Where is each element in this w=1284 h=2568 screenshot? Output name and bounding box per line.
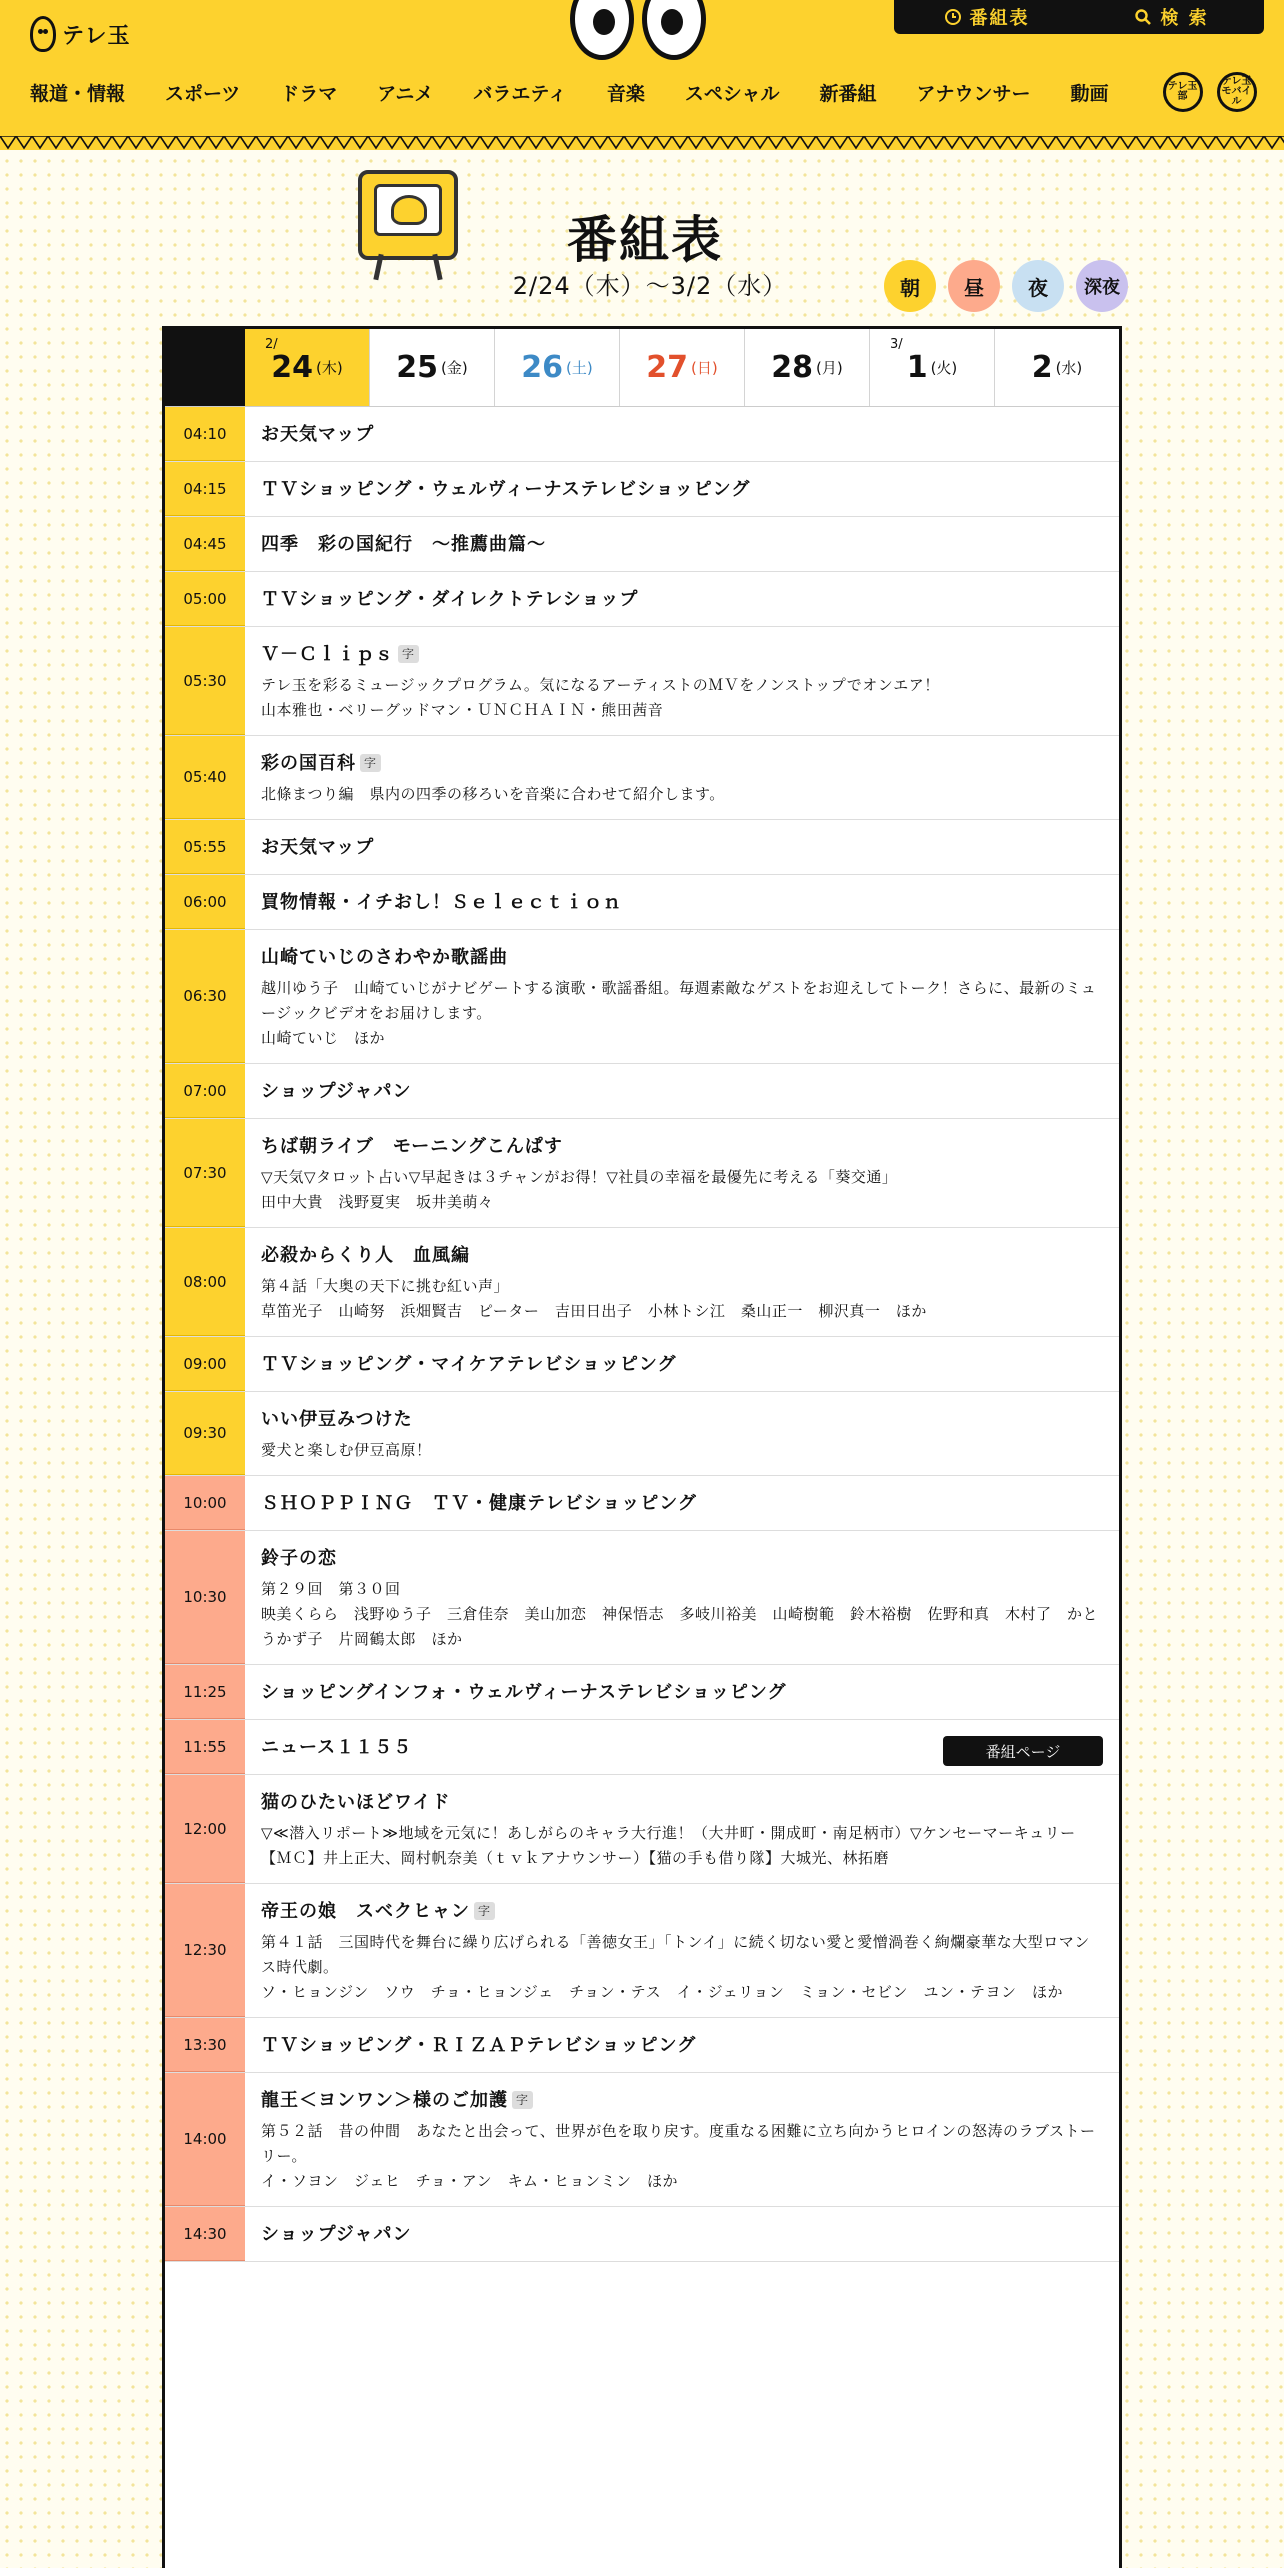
day-tab-date: 2 xyxy=(1031,350,1053,385)
program-row xyxy=(165,1392,1119,1476)
program-cell[interactable] xyxy=(245,875,1119,929)
top-utility-bar xyxy=(894,0,1264,34)
program-description-line: 第４１話 三国時代を舞台に繰り広げられる「善徳女王」「トンイ」に続く切ない愛と愛憎渦巻く絢爛豪華な大型ロマンス時代劇。 xyxy=(261,1933,1090,1976)
program-description-line: 第２９回 第３０回 xyxy=(261,1580,401,1598)
day-tab-date: 28 xyxy=(771,350,814,385)
program-time: 12:30 xyxy=(165,1884,245,2017)
program-time: 12:00 xyxy=(165,1775,245,1883)
day-tab-date: 27 xyxy=(646,350,689,385)
day-tab-weekday: (金) xyxy=(441,359,468,377)
day-tab-weekday: (月) xyxy=(816,359,843,377)
program-row xyxy=(165,1531,1119,1665)
program-row xyxy=(165,736,1119,820)
teletama-mobile-badge[interactable]: テレ玉モバイル xyxy=(1217,72,1257,112)
subtitle-badge: 字 xyxy=(360,754,381,772)
program-title xyxy=(261,641,1103,669)
program-description-line: 【ＭＣ】井上正大、岡村帆奈美（ｔｖｋアナウンサー）【猫の手も借り隊】大城光、林拓磨 xyxy=(261,1849,890,1867)
day-tab-weekday: (火) xyxy=(930,359,958,377)
program-title-text: 猫のひたいほどワイド xyxy=(261,1792,451,1813)
program-time: 04:15 xyxy=(165,462,245,516)
program-title xyxy=(261,1789,1103,1817)
program-title xyxy=(261,1351,1103,1379)
program-time: 11:55 xyxy=(165,1720,245,1774)
program-description-line: イ・ソヨン ジェヒ チョ・アン キム・ヒョンミン ほか xyxy=(261,2172,679,2190)
program-cell[interactable] xyxy=(245,627,1119,735)
program-title xyxy=(261,2087,1103,2115)
site-header xyxy=(0,0,1284,150)
program-description xyxy=(261,1577,1103,1652)
program-title-text: 買物情報・イチおし！Ｓｅｌｅｃｔｉｏｎ xyxy=(261,892,622,913)
program-title xyxy=(261,1133,1103,1161)
program-title-text: ちば朝ライブ モーニングこんぱす xyxy=(261,1136,563,1157)
program-description-line: 山崎ていじ ほか xyxy=(261,1029,386,1047)
day-tab-date: 26 xyxy=(521,350,564,385)
day-tab-28[interactable] xyxy=(744,329,869,406)
program-title xyxy=(261,834,1103,862)
program-title-text: ショップジャパン xyxy=(261,2224,412,2245)
program-title-text: ショップジャパン xyxy=(261,1081,412,1102)
program-title xyxy=(261,750,1103,778)
program-title-text: いい伊豆みつけた xyxy=(261,1409,413,1430)
day-tab-27[interactable] xyxy=(619,329,744,406)
site-logo[interactable] xyxy=(30,16,131,52)
time-latenight-button[interactable]: 深夜 xyxy=(1076,260,1128,312)
day-tab-1[interactable] xyxy=(869,329,994,406)
program-description xyxy=(261,1930,1103,2005)
program-row xyxy=(165,572,1119,627)
program-row xyxy=(165,2073,1119,2207)
program-cell[interactable] xyxy=(245,820,1119,874)
program-row xyxy=(165,1665,1119,1720)
program-title-text: ニュース１１５５ xyxy=(261,1737,413,1758)
program-title xyxy=(261,531,1103,559)
program-cell[interactable] xyxy=(245,1665,1119,1719)
program-row xyxy=(165,627,1119,736)
program-time: 07:00 xyxy=(165,1064,245,1118)
program-description xyxy=(261,1438,1103,1463)
program-title-text: 山崎ていじのさわやか歌謡曲 xyxy=(261,947,508,968)
day-tab-weekday: (木) xyxy=(316,359,343,377)
program-title-text: ショッピングインフォ・ウェルヴィーナステレビショッピング xyxy=(261,1682,787,1703)
program-row xyxy=(165,462,1119,517)
program-row xyxy=(165,1119,1119,1228)
nav-news[interactable]: 報道・情報 xyxy=(30,82,126,105)
program-row xyxy=(165,875,1119,930)
program-time: 14:30 xyxy=(165,2207,245,2261)
program-title xyxy=(261,421,1103,449)
mascot-icon xyxy=(30,16,56,52)
program-time: 05:30 xyxy=(165,627,245,735)
program-row xyxy=(165,1884,1119,2018)
program-schedule xyxy=(162,326,1122,2568)
program-row xyxy=(165,1476,1119,1531)
global-nav xyxy=(30,72,1257,112)
program-cell[interactable] xyxy=(245,1337,1119,1391)
teletama-club-badge[interactable]: テレ玉部 xyxy=(1163,72,1203,112)
program-row xyxy=(165,517,1119,572)
time-night-button[interactable]: 夜 xyxy=(1012,260,1064,312)
program-row xyxy=(165,1064,1119,1119)
time-of-day-nav xyxy=(884,260,1128,312)
program-title-text: Ｖ－Ｃｌｉｐｓ xyxy=(261,644,394,665)
nav-new-programs[interactable]: 新番組 xyxy=(819,82,877,105)
date-range: 2/24（木）〜3/2（水） xyxy=(512,272,788,300)
program-title-text: ＴＶショッピング・ウェルヴィーナステレビショッピング xyxy=(261,479,751,500)
program-time: 14:00 xyxy=(165,2073,245,2206)
program-cell[interactable] xyxy=(245,1531,1119,1664)
program-cell[interactable] xyxy=(245,736,1119,819)
program-time: 13:30 xyxy=(165,2018,245,2072)
time-morning-button[interactable]: 朝 xyxy=(884,260,936,312)
logo-text: テレ玉 xyxy=(62,23,131,49)
header-zigzag-edge xyxy=(0,136,1284,150)
nav-anime[interactable]: アニメ xyxy=(377,82,434,105)
program-title xyxy=(261,1679,1103,1707)
search-button-label: 検 索 xyxy=(1160,8,1209,29)
day-tab-weekday: (土) xyxy=(566,359,593,377)
nav-variety[interactable]: バラエティ xyxy=(473,82,567,105)
program-cell[interactable] xyxy=(245,1064,1119,1118)
program-page-button[interactable]: 番組ページ xyxy=(943,1736,1103,1766)
program-title-text: 鈴子の恋 xyxy=(261,1548,337,1569)
day-tab-date: 1 xyxy=(906,350,928,385)
schedule-link[interactable] xyxy=(894,0,1079,34)
day-tab-date: 24 xyxy=(271,350,314,385)
subtitle-badge: 字 xyxy=(398,645,419,663)
day-tab-date: 25 xyxy=(396,350,439,385)
tv-mascot-icon xyxy=(358,170,458,260)
program-description-line: ソ・ヒョンジン ソウ チョ・ヒョンジェ チョン・テス イ・ジェリョン ミョン・セビン ユン・テヨン ほか xyxy=(261,1983,1064,2001)
program-title-text: お天気マップ xyxy=(261,837,375,858)
program-cell[interactable] xyxy=(245,2018,1119,2072)
program-cell[interactable] xyxy=(245,930,1119,1063)
program-row xyxy=(165,407,1119,462)
program-time: 07:30 xyxy=(165,1119,245,1227)
program-title xyxy=(261,1406,1103,1434)
program-title-text: ＴＶショッピング・ＲＩＺＡＰテレビショッピング xyxy=(261,2035,697,2056)
program-time: 06:00 xyxy=(165,875,245,929)
program-row xyxy=(165,2018,1119,2073)
program-description-line: 越川ゆう子 山崎ていじがナビゲートする演歌・歌謡番組。毎週素敵なゲストをお迎えしてトーク！さらに、最新のミュージックビデオをお届けします。 xyxy=(261,979,1097,1022)
time-noon-button[interactable]: 昼 xyxy=(948,260,1000,312)
program-time: 05:55 xyxy=(165,820,245,874)
program-cell[interactable] xyxy=(245,1720,1119,1774)
program-title-text: 帝王の娘 スベクヒャン xyxy=(261,1901,470,1922)
program-row xyxy=(165,1775,1119,1884)
program-time: 04:10 xyxy=(165,407,245,461)
program-cell[interactable] xyxy=(245,517,1119,571)
mascot-eyes-icon xyxy=(570,0,706,60)
program-description xyxy=(261,1165,1103,1215)
program-title-text: ＴＶショッピング・マイケアテレビショッピング xyxy=(261,1354,677,1375)
program-time: 10:30 xyxy=(165,1531,245,1664)
page-title: 番組表 xyxy=(567,211,723,269)
search-button[interactable] xyxy=(1079,0,1264,34)
program-description-line: ▽天気▽タロット占い▽早起きは３チャンがお得！▽社員の幸福を最優先に考える「葵交通」 xyxy=(261,1168,898,1186)
program-cell[interactable] xyxy=(245,1775,1119,1883)
program-description xyxy=(261,782,1103,807)
day-tabs xyxy=(165,329,1119,407)
nav-drama[interactable]: ドラマ xyxy=(280,82,338,105)
program-description-line: 第４話「大奥の天下に挑む紅い声」 xyxy=(261,1277,510,1295)
program-description-line: 映美くらら 浅野ゆう子 三倉佳奈 美山加恋 神保悟志 多岐川裕美 山崎樹範 鈴木裕樹 佐野和真 木村了 かとうかず子 片岡鶴太郎 ほか xyxy=(261,1605,1099,1648)
program-cell[interactable] xyxy=(245,462,1119,516)
program-description-line: テレ玉を彩るミュージックプログラム。気になるアーティストのＭＶをノンストップでオンエア！ xyxy=(261,676,940,694)
program-description-line: 田中大貴 浅野夏実 坂井美萌々 xyxy=(261,1193,494,1211)
program-description-line: 北條まつり編 県内の四季の移ろいを音楽に合わせて紹介します。 xyxy=(261,785,725,803)
program-time: 04:45 xyxy=(165,517,245,571)
program-time: 09:00 xyxy=(165,1337,245,1391)
day-tab-24[interactable] xyxy=(245,329,369,406)
program-title-text: 彩の国百科 xyxy=(261,753,356,774)
program-cell[interactable] xyxy=(245,407,1119,461)
program-time: 08:00 xyxy=(165,1228,245,1336)
program-time: 10:00 xyxy=(165,1476,245,1530)
nav-special[interactable]: スペシャル xyxy=(684,82,780,105)
program-title xyxy=(261,2221,1103,2249)
schedule-link-label: 番組表 xyxy=(969,8,1030,29)
program-title-text: 必殺からくり人 血風編 xyxy=(261,1245,470,1266)
program-cell[interactable] xyxy=(245,1476,1119,1530)
program-row xyxy=(165,1720,1119,1775)
day-tab-month: 3/ xyxy=(890,337,903,352)
program-title xyxy=(261,889,1103,917)
program-description-line: 山本雅也・ベリーグッドマン・ＵＮＣＨＡＩＮ・熊田茜音 xyxy=(261,701,664,719)
program-row xyxy=(165,820,1119,875)
program-description-line: 第５２話 昔の仲間 あなたと出会って、世界が色を取り戻す。度重なる困難に立ち向かうヒロインの怒涛のラブストーリー。 xyxy=(261,2122,1096,2165)
subtitle-badge: 字 xyxy=(474,1902,495,1920)
program-description xyxy=(261,976,1103,1051)
program-title xyxy=(261,2032,1103,2060)
nav-sports[interactable]: スポーツ xyxy=(165,82,241,105)
program-title-text: お天気マップ xyxy=(261,424,375,445)
day-tab-2[interactable] xyxy=(994,329,1119,406)
program-description xyxy=(261,673,1103,723)
program-cell[interactable] xyxy=(245,572,1119,626)
program-title-text: 龍王＜ヨンワン＞様のご加護 xyxy=(261,2090,508,2111)
subtitle-badge: 字 xyxy=(512,2091,533,2109)
day-tabs-corner xyxy=(165,329,245,406)
program-title-text: ＳＨＯＰＰＩＮＧ ＴＶ・健康テレビショッピング xyxy=(261,1493,697,1514)
program-title xyxy=(261,1242,1103,1270)
day-tab-weekday: (日) xyxy=(691,359,718,377)
program-title-text: 四季 彩の国紀行 ～推薦曲篇～ xyxy=(261,534,546,555)
program-cell[interactable] xyxy=(245,1392,1119,1475)
program-cell[interactable] xyxy=(245,2073,1119,2206)
program-cell[interactable] xyxy=(245,1228,1119,1336)
program-title xyxy=(261,586,1103,614)
program-row xyxy=(165,930,1119,1064)
program-cell[interactable] xyxy=(245,1884,1119,2017)
program-title xyxy=(261,1490,1103,1518)
day-tab-weekday: (水) xyxy=(1055,359,1083,377)
program-title xyxy=(261,1545,1103,1573)
day-tab-25[interactable] xyxy=(369,329,494,406)
program-description-line: 草笛光子 山崎努 浜畑賢吉 ピーター 吉田日出子 小林トシ江 桑山正一 柳沢真一 ほか xyxy=(261,1302,927,1320)
program-row xyxy=(165,2207,1119,2262)
search-icon xyxy=(1134,8,1152,26)
program-title xyxy=(261,944,1103,972)
program-time: 06:30 xyxy=(165,930,245,1063)
program-time: 05:40 xyxy=(165,736,245,819)
program-title xyxy=(261,1078,1103,1106)
program-row xyxy=(165,1337,1119,1392)
program-cell[interactable] xyxy=(245,1119,1119,1227)
program-time: 11:25 xyxy=(165,1665,245,1719)
program-time: 05:00 xyxy=(165,572,245,626)
program-description-line: 愛犬と楽しむ伊豆高原！ xyxy=(261,1441,432,1459)
program-row xyxy=(165,1228,1119,1337)
program-description xyxy=(261,1274,1103,1324)
program-description-line: ▽≪潜入リポート≫地域を元気に！あしがらのキャラ大行進！（大井町・開成町・南足柄市）▽ケンセーマーキュリー xyxy=(261,1824,1076,1842)
program-title xyxy=(261,1898,1103,1926)
program-description xyxy=(261,1821,1103,1871)
program-title xyxy=(261,476,1103,504)
day-tab-month: 2/ xyxy=(265,337,278,352)
program-cell[interactable] xyxy=(245,2207,1119,2261)
nav-videos[interactable]: 動画 xyxy=(1070,82,1109,105)
program-description xyxy=(261,2119,1103,2194)
nav-music[interactable]: 音楽 xyxy=(606,82,645,105)
clock-icon xyxy=(944,8,962,26)
program-title-text: ＴＶショッピング・ダイレクトテレショップ xyxy=(261,589,639,610)
program-list xyxy=(165,407,1119,2262)
program-time: 09:30 xyxy=(165,1392,245,1475)
day-tab-26[interactable] xyxy=(494,329,619,406)
nav-announcers[interactable]: アナウンサー xyxy=(916,82,1031,105)
